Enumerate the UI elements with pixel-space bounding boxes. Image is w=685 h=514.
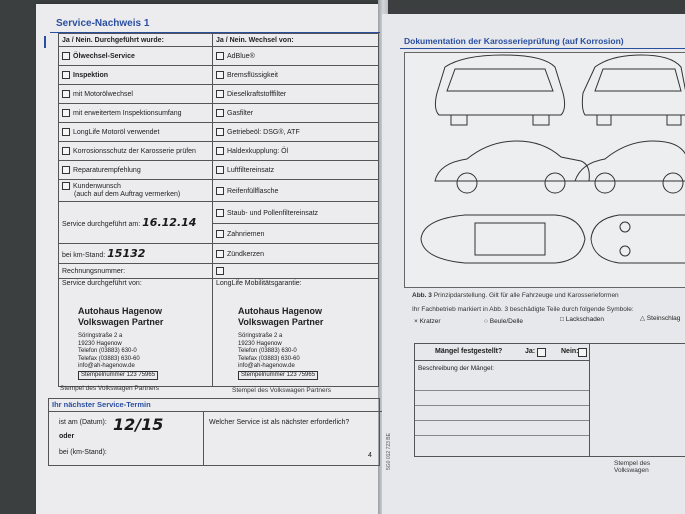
- defect-line[interactable]: [415, 406, 589, 421]
- checkbox[interactable]: [216, 147, 224, 155]
- car-diagram: [404, 52, 685, 288]
- figure-caption: Abb. 3 Prinzipdarstellung. Gilt für alle Fahrzeuge und Karosserieformen: [412, 292, 619, 299]
- checkbox[interactable]: [216, 230, 224, 238]
- stamp-caption-right: Stempel des Volkswagen Partners: [232, 387, 331, 394]
- checkbox[interactable]: [216, 250, 224, 258]
- legend-paint: □ Lackschaden: [560, 316, 605, 323]
- col-left-header: Ja / Nein. Durchgeführt wurde:: [59, 34, 213, 47]
- legend-stonechip: △ Steinschlag: [640, 315, 681, 322]
- next-service-divider: [203, 411, 204, 465]
- margin-mark: [44, 36, 46, 48]
- legend-dent: ○ Beule/Delle: [484, 318, 523, 325]
- checkbox[interactable]: [216, 90, 224, 98]
- yes-label: Ja:: [525, 348, 536, 355]
- checkbox[interactable]: [62, 166, 70, 174]
- table-cell[interactable]: AdBlue®: [213, 47, 379, 66]
- defects-box: [414, 343, 590, 457]
- checkbox[interactable]: [62, 90, 70, 98]
- dealer-stamp-left: Autohaus Hagenow Volkswagen Partner Söringstraße 2 a 19230 Hagenow Telefon (03883) 630-0 Telefax (03883) 630-60 info@ah-hagenow.de Stempelnummer 123 75965: [78, 306, 163, 380]
- stamp-area: [588, 343, 685, 457]
- table-cell[interactable]: Getriebeöl: DSG®, ATF: [213, 123, 379, 142]
- next-date-label: ist am (Datum):: [59, 419, 107, 426]
- table-cell[interactable]: Staub- und Pollenfiltereinsatz: [213, 202, 379, 224]
- table-cell[interactable]: mit Motorölwechsel: [59, 85, 213, 104]
- table-cell[interactable]: Haldexkupplung: Öl: [213, 142, 379, 161]
- invoice-cell[interactable]: Rechnungsnummer:: [59, 264, 213, 279]
- table-cell[interactable]: Zahnriemen: [213, 224, 379, 244]
- next-service-title: Ihr nächster Service-Termin: [49, 399, 382, 412]
- km-cell[interactable]: bei km-Stand: 15132: [59, 244, 213, 264]
- table-cell[interactable]: Reparaturempfehlung: [59, 161, 213, 180]
- defect-line[interactable]: [415, 421, 589, 436]
- longlife-cell[interactable]: LongLife Mobilitätsgarantie:: [213, 279, 379, 387]
- table-cell[interactable]: LongLife Motoröl verwendet: [59, 123, 213, 142]
- handwritten-km: 15132: [107, 247, 146, 260]
- service-date-cell[interactable]: Service durchgeführt am: 16.12.14: [59, 202, 213, 244]
- next-service-box: [48, 398, 380, 466]
- handwritten-date: 16.12.14: [142, 216, 197, 229]
- handwritten-next-date: 12/15: [113, 415, 164, 434]
- right-title-rule: [400, 48, 685, 49]
- table-cell[interactable]: Luftfiltereinsatz: [213, 161, 379, 180]
- checkbox[interactable]: [216, 52, 224, 60]
- dealer-stamp-right: Autohaus Hagenow Volkswagen Partner Söringstraße 2 a 19230 Hagenow Telefon (03883) 630-0 Telefax (03883) 630-60 info@ah-hagenow.de Stempelnummer 123 75965: [238, 306, 323, 380]
- stamp-caption-left: Stempel des Volkswagen Partners: [60, 385, 159, 392]
- next-km-label: bei (km-Stand):: [59, 449, 107, 456]
- right-stamp-caption: Stempel des Volkswagen: [614, 460, 651, 474]
- table-cell[interactable]: Kundenwunsch (auch auf dem Auftrag vermerken): [59, 180, 213, 202]
- checkbox[interactable]: [62, 52, 70, 60]
- car-outlines: [405, 53, 685, 287]
- no-label: Nein:: [561, 348, 579, 355]
- checkbox[interactable]: [216, 187, 224, 195]
- checkbox[interactable]: [216, 109, 224, 117]
- next-service-question: Welcher Service ist als nächster erforderlich?: [209, 419, 350, 426]
- table-cell[interactable]: Reifenfüllflasche: [213, 180, 379, 202]
- defect-line[interactable]: [415, 391, 589, 406]
- service-record-title: Service-Nachweis 1: [56, 18, 150, 29]
- checkbox[interactable]: [62, 182, 70, 190]
- table-cell[interactable]: Korrosionsschutz der Karosserie prüfen: [59, 142, 213, 161]
- checkbox[interactable]: [216, 71, 224, 79]
- checkbox[interactable]: [62, 147, 70, 155]
- checkbox[interactable]: [216, 166, 224, 174]
- table-cell[interactable]: Ölwechsel-Service: [59, 47, 213, 66]
- page-number: 4: [368, 452, 372, 459]
- defect-line[interactable]: [415, 436, 589, 450]
- table-cell[interactable]: Zündkerzen: [213, 244, 379, 264]
- checkbox[interactable]: [62, 128, 70, 136]
- table-cell[interactable]: [213, 264, 379, 279]
- table-cell[interactable]: Dieselkraftstofffilter: [213, 85, 379, 104]
- or-label: oder: [59, 433, 75, 440]
- table-cell[interactable]: Gasfilter: [213, 104, 379, 123]
- checkbox[interactable]: [62, 71, 70, 79]
- defects-header: [415, 344, 589, 361]
- side-code: 5G0 012 723 BE: [386, 433, 392, 470]
- legend-scratch: × Kratzer: [414, 318, 441, 325]
- table-cell[interactable]: mit erweitertem Inspektionsumfang: [59, 104, 213, 123]
- checkbox[interactable]: [216, 128, 224, 136]
- marking-instruction: Ihr Fachbetrieb markiert in Abb. 3 beschädigte Teile durch folgende Symbole:: [412, 306, 634, 313]
- table-cell[interactable]: Bremsflüssigkeit: [213, 66, 379, 85]
- defects-label: Mängel festgestellt?: [435, 348, 503, 355]
- checkbox[interactable]: [216, 209, 224, 217]
- checkbox[interactable]: [62, 109, 70, 117]
- service-by-cell[interactable]: Service durchgeführt von:: [59, 279, 213, 387]
- no-checkbox[interactable]: [578, 348, 587, 357]
- col-right-header: Ja / Nein. Wechsel von:: [213, 34, 379, 47]
- defects-desc-label: Beschreibung der Mängel:: [418, 365, 494, 372]
- defect-line[interactable]: [415, 376, 589, 391]
- body-inspection-title: Dokumentation der Karosserieprüfung (auf Korrosion): [404, 36, 624, 46]
- checkbox[interactable]: [216, 267, 224, 275]
- table-cell[interactable]: Inspektion: [59, 66, 213, 85]
- yes-checkbox[interactable]: [537, 348, 546, 357]
